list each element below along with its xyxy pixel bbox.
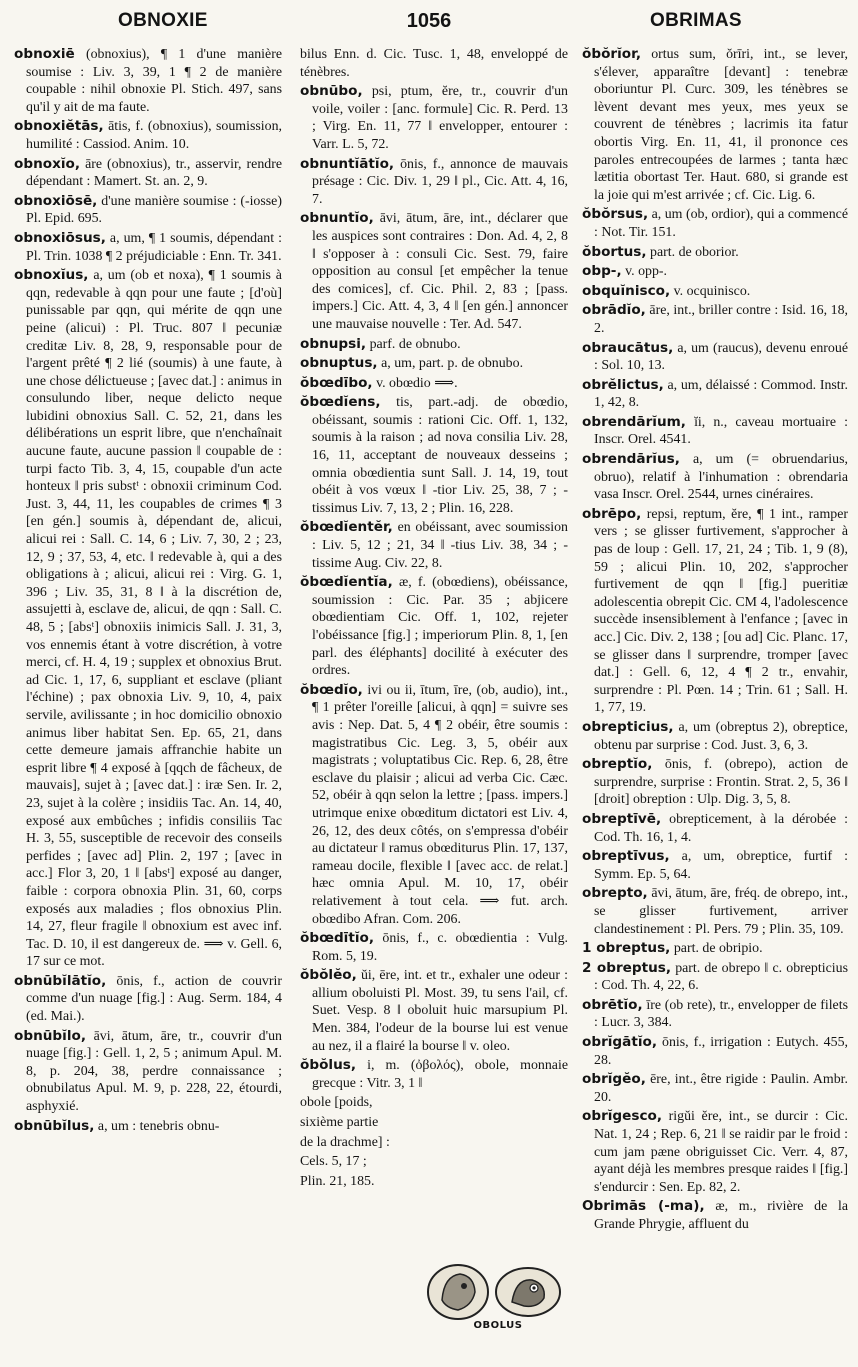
dictionary-entry <box>14 46 282 116</box>
entry-headword: obrēpo, <box>582 505 642 522</box>
dictionary-entry <box>14 973 282 1026</box>
dictionary-entry <box>14 230 282 265</box>
entry-definition: i, m. (ὀβολός), obole, monnaie grecque : Vitr. 3, 1 ‖ <box>312 1058 568 1091</box>
dictionary-entry <box>300 355 568 373</box>
entry-definition: v. ocquinisco. <box>673 283 751 299</box>
entry-headword: obrĕlictus, <box>582 376 664 393</box>
entry-headword: ŏbortus, <box>582 243 647 260</box>
dictionary-entry <box>14 193 282 228</box>
dictionary-entry <box>300 682 568 928</box>
entry-definition: ŭi, ēre, int. et tr., exhaler une odeur : allium oboluisti Pl. Most. 39, tu sens l'ail, cf. Suet. Vesp. 8 ‖ oboluit huic marsupium Pl. Men. 384, l'odeur de la bourse lui est venue au nez, il a flairé la bourse ‖ v. oleo. <box>312 968 568 1054</box>
dictionary-entry <box>582 414 848 449</box>
entry-headword: ŏbœdībo, <box>300 374 373 391</box>
dictionary-entry <box>14 1028 282 1116</box>
dictionary-entry <box>582 302 848 337</box>
entry-definition: obrepticement, à la dérobée : Cod. Th. 16, 1, 4. <box>594 811 848 845</box>
entry-headword: obrendārĭus, <box>582 451 680 468</box>
entry-definition: (obnoxius), ¶ 1 d'une manière soumise : Liv. 3, 39, 1 ¶ 2 de manière coupable : nihil obnoxie Pl. Stich. 497, sans qu'il y ait de ma faute. <box>26 47 282 115</box>
entry-definition: a, um (= obruendarius, obruo), relatif à l'inhumation : obrendaria vasa Inscr. Orel. 2544, urnes cinéraires. <box>594 452 848 503</box>
entry-headword: obreptīvus, <box>582 848 670 865</box>
dictionary-entry <box>582 263 848 281</box>
entry-headword: obnoxiĕtās, <box>14 118 104 135</box>
entry-definition: tis, part.-adj. de obœdio, obéissant, soumis : rationi Cic. Off. 1, 132, soumis à la raison ; ad nova consilia Liv. 28, 16, 11, acceptant de nouveaux desseins ; omnia obœdientia sunt Sall. J. 14, 19, tout obéit à vos vœux ‖ -tior Liv. 25, 38, 7 ; -tissimus Liv. 7, 13, 2 ; Plin. 16, 228. <box>312 395 568 516</box>
entry-headword: obnūbĭlus, <box>14 1117 95 1134</box>
entry-headword: obrĭgātĭo, <box>582 1034 657 1051</box>
entry-definition: en obéissant, avec soumission : Liv. 5, 12 ; 21, 34 ‖ -tius Liv. 38, 34 ; -tissime Aug. Civ. 22, 8. <box>312 520 568 571</box>
entry-definition: ōnis, f., annonce de mauvais présage : Cic. Div. 1, 29 ‖ pl., Cic. Att. 4, 16, 7. <box>312 156 568 207</box>
dictionary-entry <box>300 1094 568 1112</box>
entry-definition: a, um : tenebris obnu- <box>97 1118 220 1134</box>
entry-headword: obnūbĭlo, <box>14 1027 86 1044</box>
dictionary-entry <box>300 1153 568 1171</box>
dictionary-entry <box>582 244 848 262</box>
dictionary-entry <box>300 156 568 209</box>
entry-headword: obreptīvē, <box>582 810 662 827</box>
entry-definition: v. opp-. <box>625 264 668 280</box>
entry-headword: ŏbŏrĭor, <box>582 46 641 62</box>
entry-definition: ātis, f. (obnoxius), soumission, humilité : Cassiod. Anim. 10. <box>26 119 282 152</box>
header-right-guide-word: OBRIMAS <box>650 10 742 31</box>
dictionary-entry <box>582 719 848 754</box>
dictionary-entry <box>300 375 568 393</box>
entry-headword: obnoxĭo, <box>14 155 81 172</box>
entry-headword: obnupsi, <box>300 335 367 352</box>
entry-headword: ŏbœdītĭo, <box>300 930 374 947</box>
entry-headword: ŏbœdĭentĕr, <box>300 519 393 536</box>
entry-headword: obnuntĭātĭo, <box>300 155 395 172</box>
page-header <box>0 6 858 36</box>
entry-headword: obreptĭo, <box>582 756 653 773</box>
entry-definition: part. de obrepo ‖ c. obrepticius : Cod. Th. 4, 22, 6. <box>594 960 848 994</box>
entry-definition: ōnis, f., irrigation : Eutych. 455, 28. <box>594 1035 848 1068</box>
dictionary-entry <box>582 1071 848 1106</box>
entry-headword: obquĭnisco, <box>582 282 671 299</box>
entry-headword: obnoxĭus, <box>14 267 89 284</box>
entry-definition: part. de obripio. <box>673 941 763 957</box>
dictionary-entry <box>582 848 848 883</box>
dictionary-entry <box>582 997 848 1032</box>
entry-definition: īre (ob rete), tr., envelopper de filets : Lucr. 3, 384. <box>594 997 848 1031</box>
column-3 <box>582 46 848 1362</box>
entry-headword: obnūbĭlātĭo, <box>14 972 107 989</box>
column-2 <box>300 46 568 1362</box>
entry-definition: ōnis, f., action de couvrir comme d'un nuage [fig.] : Aug. Serm. 184, 4 (ed. Mai.). <box>26 973 282 1025</box>
dictionary-entry <box>14 156 282 191</box>
entry-definition: sixième partie <box>300 1115 379 1131</box>
dictionary-entry <box>300 574 568 680</box>
entry-definition: obole [poids, <box>300 1095 373 1111</box>
dictionary-entry <box>300 967 568 1055</box>
page-number: 1056 <box>406 10 452 32</box>
entry-headword: 2 obreptus, <box>582 959 672 976</box>
entry-definition: a, um (raucus), devenu enroué : Sol. 10, 13. <box>594 340 848 374</box>
entry-definition: part. de oborior. <box>650 244 739 260</box>
dictionary-entry <box>14 267 282 971</box>
entry-headword: ŏbŏlĕo, <box>300 967 357 984</box>
entry-definition: āvi, ātum, āre, tr., couvrir d'un nuage [fig.] : Gell. 1, 2, 5 ; animum Apul. M. 8, p. 204, 38, perdre connaissance ; obnubilatus Apul. M. 9, p. 228, 22, étourdi, asphyxié. <box>26 1028 282 1115</box>
dictionary-entry <box>582 1108 848 1196</box>
dictionary-entry <box>582 756 848 809</box>
entry-definition: rigŭi ĕre, int., se durcir : Cic. Nat. 1, 24 ; Rep. 6, 21 ‖ se raidir par le froid : cum jam pæne obriguisset Cic. Verr. 4, 87, ayant déjà les membres presque raides ‖ [fig.] s'endurcir : Sen. Ep. 82, 2. <box>594 1109 848 1195</box>
entry-definition: ōnis, f. (obrepo), action de surprendre, surprise : Frontin. Strat. 2, 5, 36 ‖ [droit] obreption : Ulp. Dig. 3, 5, 8. <box>594 757 848 808</box>
dictionary-entry <box>300 394 568 517</box>
entry-definition: āvi, ātum, āre, fréq. de obrepo, int., se glisser furtivement, arriver clandestinement : Pl. Pers. 79 ; Plin. 35, 109. <box>594 886 848 937</box>
entry-headword: Obrimās (-ma), <box>582 1198 705 1215</box>
entry-headword: obnūbo, <box>300 83 363 100</box>
dictionary-entry <box>582 506 848 717</box>
entry-headword: obnuntĭo, <box>300 210 374 227</box>
header-left-guide-word: OBNOXIE <box>118 10 208 31</box>
entry-headword: ŏbœdĭo, <box>300 681 363 698</box>
entry-definition: repsi, reptum, ĕre, ¶ 1 int., ramper vers ; se glisser furtivement, s'approcher à pas de loup : Gell. 17, 21, 24 ; Tib. 1, 9 (8), 59 ; alicui Plin. 10, 202, s'approcher furtivement de qqn ‖ [fig.] pueritiæ adolescentia obrepit Cic. CM 4, l'adolescence succède insensiblement à l'enfance ; [avec in acc.] Cic. Div. 2, 138 ; [ou ad] Cic. Planc. 17, se glisser dans ‖ surprendre, tromper [avec dat.] : Gell. 6, 12, 4 ¶ 2 tr., envahir, surprendre : Pl. Pœn. 14 ; Trin. 61 ; Sall. H. 1, 77, 19. <box>594 506 848 716</box>
dictionary-entry <box>300 519 568 572</box>
dictionary-entry <box>582 206 848 241</box>
entry-definition: āre (obnoxius), tr., asservir, rendre dépendant : Mamert. St. an. 2, 9. <box>26 156 282 190</box>
entry-definition: parf. de obnubo. <box>369 336 461 352</box>
coin-drawing <box>420 1262 570 1322</box>
dictionary-entry <box>14 118 282 153</box>
dictionary-entry <box>582 283 848 301</box>
dictionary-entry <box>300 210 568 333</box>
dictionary-entry <box>582 340 848 375</box>
entry-headword: obrepto, <box>582 885 648 902</box>
entry-definition: ortus sum, ŏrīri, int., se lever, s'élever, apparaître [devant] : tenebræ oboriuntur Pl. Curc. 309, les ténèbres se lèvent devant mes yeux, mes yeux se couvrent de ténèbres ; lacrimis ita fatur obortis Virg. En. 11, 41, il prononce ces paroles entrecoupées de larmes ; tanta hæc lætitia obortast Ter. Haut. 680, si grande est la joie qui m'est arrivée ; cf. Cic. Lig. 6. <box>594 47 848 203</box>
entry-definition: ivi ou ii, ītum, īre, (ob, audio), int., ¶ 1 prêter l'oreille [alicui, à qqn] = suivre ses avis : Nep. Dat. 5, 4 ¶ 2 obéir, être soumis : magistratibus Cic. Leg. 3, 5, obéir aux magistrats ; voluptatibus Cic. Rep. 6, 28, être esclave du plaisir ; alicui ad verba Cic. Cæc. 52, obéir à qqn selon la lettre ; [pass. impers.] utrimque enixe obœditum dictatori est Liv. 4, 26, 12, des deux côtés, on s'empressa d'obéir au dictateur ‖ ramus obœditurus Plin. 17, 137, rameau docile, flexible ‖ [avec acc. de relat.] hæc omnia Apul. M. 10, 17, obéir relativement à tout cela. ⟹ fut. arch. obœdibo Afran. Com. 206. <box>312 682 568 927</box>
dictionary-entry <box>300 46 568 81</box>
dictionary-entry <box>582 1198 848 1233</box>
entry-definition: æ, f. (obœdiens), obéissance, soumission : Cic. Par. 35 ; abjicere obœdientiam Cic. Off. 1, 102, rejeter l'obéissance [fig.] ; imperiorum Plin. 8, 1, [en parl. des éléphants] docilité à exécuter des ordres. <box>312 575 568 679</box>
entry-definition: a, um (ob et noxa), ¶ 1 soumis à qqn, redevable à qqn pour une faute ; [d'où] punissable par qqn, qui mérite de qqn une peine (alicui) : Pl. Truc. 807 ‖ pecuniæ creditæ Liv. 8, 28, 9, responsable pour de l'argent prêté ¶ 2 lié (soumis) à une faute, à une chose délictueuse ; [avec dat.] : animus in consulundo liber, neque delicto neque lubidini obnoxius Sall. C. 52, 21, dans les délibérations un esprit libre, que n'enchaînait aucune faute, aucune passion ‖ coupable de : turpi facto Tib. 3, 4, 15, coupable d'un acte honteux ‖ pris substᵗ : obnoxii criminum Cod. Just. 3, 44, 11, les coupables de crimes ¶ 3 [en gén.] soumis à, dépendant de, alicui, alicui rei : Sall. C. 14, 6 ; Liv. 7, 30, 2 ; 23, 12, 9 ; 37, 53, 4, etc. ‖ redevable à, qui a des obligations à ; alicui, alicui rei : Virg. G. 1, 396 ; Liv. 35, 31, 8 ‖ à la discrétion de, assujetti à, esclave de, alicui, de qqn : Sall. C. 48, 5 ; [absᵗ] obnoxiis inimicis Sall. J. 31, 3, vos ennemis étant à votre discrétion, à votre merci, cf. H. 4, 19 ; supplex et obnoxius Brut. ad Cic. 1, 17, 6, suppliant et esclave (pliant l'échine) ; pax obnoxia Liv. 9, 10, 4, paix servile, avilissante ; in hoc domicilio obnoxio animus liber habitat Sen. Ep. 65, 21, dans cette demeure jamais affranchie habite un esprit libre ¶ 4 exposé à [qqch de fâcheux, de mauvais], sujet à ; [avec dat.] : iræ Sen. Ir. 2, 23, sujet à la colère ; insidiis Tac. An. 14, 40, exposé aux embûches ; infidis consiliis Tac H. 3, 55, susceptible de recevoir des conseils perfides ; [avec ad] Plin. 2, 197 ; [avec in acc.] Flor 3, 20, 1 ‖ [absᵗ] exposé au danger, faible : corpora obnoxia Plin. 31, 60, corps exposés aux maladies ; flos obnoxius Plin. 14, 27, fleur fragile ‖ obnoxium est avec inf. Tac. D. 10, il est dangereux de. ⟹ v. Gell. 6, 17 sur ce mot. <box>26 268 282 970</box>
entry-headword: obnoxiē <box>14 46 75 62</box>
entry-definition: āre, int., briller contre : Isid. 16, 18, 2. <box>594 303 848 336</box>
entry-definition: a, um, ¶ 1 soumis, dépendant : Pl. Trin. 1038 ¶ 2 préjudiciable : Enn. Tr. 341. <box>26 230 282 264</box>
entry-definition: Cels. 5, 17 ; <box>300 1154 367 1170</box>
column-1 <box>14 46 282 1362</box>
entry-definition: ōnis, f., c. obœdientia : Vulg. Rom. 5, 19. <box>312 931 568 964</box>
entry-definition: a, um, obreptice, furtif : Symm. Ep. 5, 64. <box>594 849 848 882</box>
entry-headword: obnoxiōsē, <box>14 192 98 209</box>
entry-definition: bilus Enn. d. Cic. Tusc. 1, 48, enveloppé de ténèbres. <box>300 47 568 80</box>
entry-definition: ĭi, n., caveau mortuaire : Inscr. Orel. 4541. <box>594 414 848 448</box>
dictionary-entry <box>300 1114 568 1132</box>
figure-caption: OBOLUS <box>473 1320 523 1331</box>
entry-headword: obraucātus, <box>582 339 674 356</box>
entry-headword: obrādĭo, <box>582 302 646 319</box>
entry-headword: obrētĭo, <box>582 996 643 1013</box>
dictionary-entry <box>582 46 848 204</box>
entry-headword: ŏbœdĭens, <box>300 394 381 411</box>
dictionary-entry <box>14 1118 282 1136</box>
dictionary-entry <box>582 1034 848 1069</box>
dictionary-entry <box>582 940 848 958</box>
obolus-coin-illustration <box>420 1262 570 1358</box>
dictionary-entry <box>300 83 568 153</box>
entry-headword: obp-, <box>582 263 622 280</box>
entry-headword: obnoxiōsus, <box>14 229 106 246</box>
entry-headword: obrĭgĕo, <box>582 1071 646 1088</box>
dictionary-entry <box>300 1173 568 1191</box>
entry-definition: v. obœdio ⟹. <box>376 375 458 391</box>
entry-definition: de la drachme] : <box>300 1134 390 1150</box>
entry-definition: a, um (ob, ordior), qui a commencé : Not. Tir. 151. <box>594 207 848 240</box>
entry-definition: Plin. 21, 185. <box>300 1173 375 1189</box>
entry-definition: ēre, int., être rigide : Paulin. Ambr. 20. <box>594 1072 848 1105</box>
dictionary-entry <box>582 377 848 412</box>
entry-definition: a, um (obreptus 2), obreptice, obtenu par surprise : Cod. Just. 3, 6, 3. <box>594 719 848 753</box>
entry-definition: psi, ptum, ĕre, tr., couvrir d'un voile, voiler : [anc. formule] Cic. R. Perd. 13 ; Virg. En. 11, 77 ‖ envelopper, entourer : Varr. L. 5, 72. <box>312 84 568 152</box>
dictionary-entry <box>582 885 848 938</box>
entry-headword: obrĭgesco, <box>582 1108 663 1125</box>
entry-headword: obnuptus, <box>300 355 378 372</box>
entry-definition: a, um, délaissé : Commod. Instr. 1, 42, 8. <box>594 377 848 411</box>
entry-headword: ŏbŏlus, <box>300 1057 357 1074</box>
entry-headword: ŏbŏrsus, <box>582 206 649 223</box>
dictionary-entry <box>300 336 568 354</box>
dictionary-entry <box>300 930 568 965</box>
dictionary-entry <box>300 1134 568 1152</box>
dictionary-entry <box>582 811 848 846</box>
dictionary-entry <box>300 1057 568 1092</box>
entry-definition: āvi, ātum, āre, int., déclarer que les auspices sont contraires : Don. Ad. 4, 2, 8 ‖ s'opposer à : consuli Cic. Sest. 79, faire opposition au consul [et empêcher la tenue des comices], cf. Cic. Phil. 2, 83 ; [pass. impers.] Cic. Att. 4, 3, 4 ‖ [en gén.] annoncer une mauvaise nouvelle : Ter. Ad. 547. <box>312 211 568 332</box>
entry-headword: ŏbœdĭentĭa, <box>300 574 393 591</box>
entry-definition: a, um, part. p. de obnubo. <box>381 356 524 372</box>
entry-definition: d'une manière soumise : (-iosse) Pl. Epid. 695. <box>26 193 282 227</box>
dictionary-entry <box>582 960 848 995</box>
entry-headword: 1 obreptus, <box>582 940 671 957</box>
entry-headword: obrepticius, <box>582 718 674 735</box>
dictionary-entry <box>582 451 848 504</box>
entry-definition: æ, m., rivière de la Grande Phrygie, affluent du <box>594 1199 848 1232</box>
entry-headword: obrendārĭum, <box>582 413 686 430</box>
